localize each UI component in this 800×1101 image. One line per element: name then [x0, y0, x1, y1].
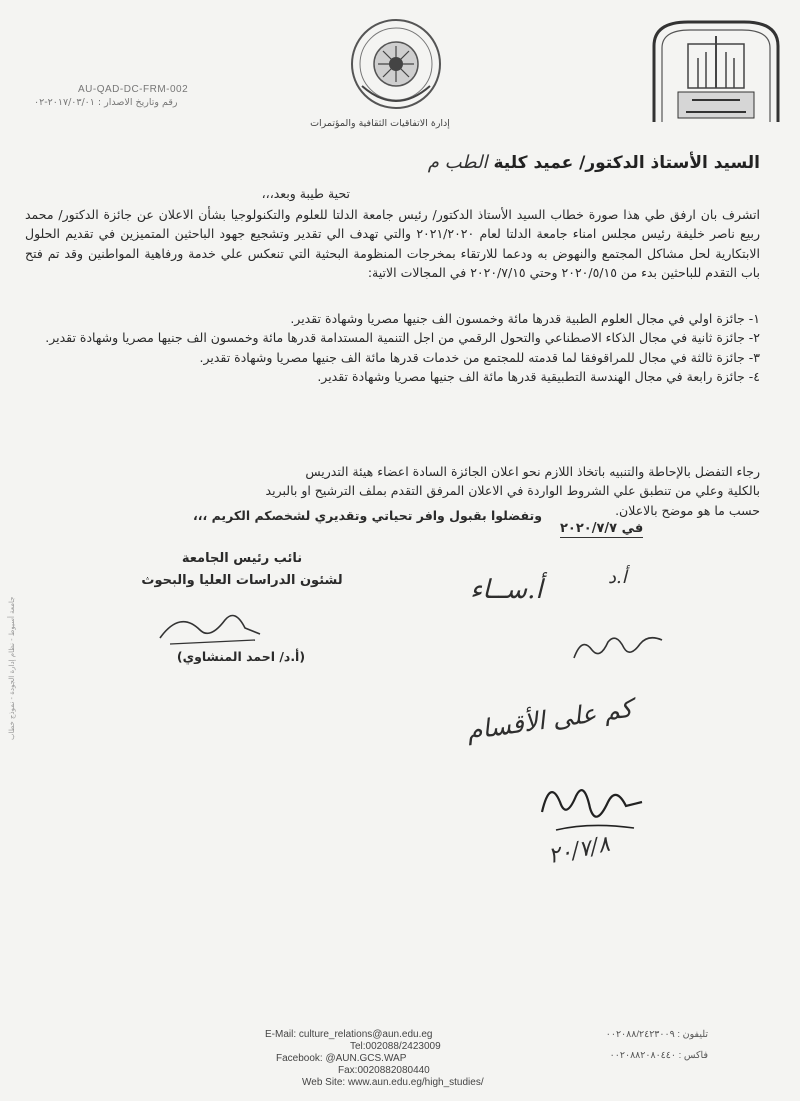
prize-item-3: ٣- جائزة ثالثة في مجال للمراقوفقا لما قدمته للمجتمع من خدمات قدرها مائة الف جنيها مصريا وشهادة تقدير. — [199, 349, 760, 365]
document-code: AU-QAD-DC-FRM-002 — [78, 84, 189, 95]
prize-item-4: ٤- جائزة رابعة في مجال الهندسة التطبيقية قدرها مائة الف جنيها مصريا وشهادة تقدير. — [317, 368, 760, 384]
footer-facebook: Facebook: @AUN.GCS.WAP — [276, 1053, 407, 1064]
margin-note — [8, 550, 20, 750]
prize-list — [20, 309, 760, 386]
letter-salutation — [428, 152, 760, 173]
letter-date: في ٢٠٢٠/٧/٧ — [560, 521, 644, 536]
margin-note-text: جامعة أسيوط - نظام إدارة الجودة - نموذج خطاب — [8, 596, 16, 740]
handwritten-directive: كم على الأقسام — [464, 693, 635, 746]
handwritten-note-title: أ.د — [608, 567, 627, 588]
request-line-3: حسب ما هو موضح بالاعلان. — [615, 502, 760, 518]
signatory-department: لشئون الدراسات العليا والبحوث — [141, 573, 343, 588]
salutation-text: السيد الأستاذ الدكتور/ عميد كلية — [493, 153, 760, 173]
handwritten-faculty: الطب م — [427, 152, 488, 173]
footer-tel-arabic: تليفون : ٠٠٢٠٨٨/٢٤٢٣٠٠٩ — [605, 1029, 708, 1040]
letter-body-paragraph: اتشرف بان ارفق طي هذا صورة خطاب السيد الأستاذ الدكتور/ رئيس جامعة الدلتا للعلوم والتكنولوجيا بشأن الاعلان عن جائزة الدكتور/ محمد ربيع ناصر خليفة رئيس مجلس امناء جامعة الدلتا لعام ٢٠٢١/٢٠٢٠ والتي تهدف الي تقدير وتشجيع جهود الباحثين المتميزين في تقديم الحلول الابتكارية لحل مشاكل المجتمع والنهوض به ودعما للارتقاء بمخرجات المنظومة البحثية التي تنعكس علي خدمة ورفاهية المواطنين وقد تم فتح باب التقدم للباحثين بدء من ٢٠٢٠/٥/١٥ وحتي ٢٠٢٠/٧/١٥ في المجالات الاتية: — [25, 207, 760, 280]
prize-item-1: ١- جائزة اولي في مجال العلوم الطبية قدرها مائة وخمسون الف جنيها مصريا وشهادة تقدير. — [290, 311, 760, 326]
handwritten-initials-scribble — [568, 628, 668, 664]
signature-scribble — [150, 600, 270, 650]
letter-greeting: تحية طيبة وبعد،،، — [261, 186, 350, 201]
footer-email: E-Mail: culture_relations@aun.edu.eg — [265, 1029, 433, 1040]
department-name: إدارة الاتفاقيات الثقافية والمؤتمرات — [310, 118, 450, 129]
footer-fax: Fax:0020882080440 — [338, 1065, 430, 1076]
issue-number-date: رقم وتاريخ الاصدار : ٢٠١٧/٠٣/٠١-٠٢ — [34, 97, 178, 108]
footer-website: Web Site: www.aun.edu.eg/high_studies/ — [302, 1077, 484, 1088]
signatory-title: نائب رئيس الجامعة — [181, 551, 303, 566]
request-line-2: بالكلية وعلي من تنطبق علي الشروط الواردة في الاعلان المرفق التقدم بملف الترشيح او بالبريد — [265, 483, 760, 499]
footer-tel: Tel:002088/2423009 — [350, 1041, 441, 1052]
request-line-1: رجاء التفضل بالإحاطة والتنبيه باتخاذ اللازم نحو اعلان الجائزة السادة اعضاء هيئة التدريس — [305, 464, 760, 479]
handwritten-note-name: أ.ســاء — [470, 575, 543, 605]
footer-fax-arabic: فاكس : ٠٠٢٠٨٨٢٠٨٠٤٤٠ — [609, 1050, 708, 1061]
assiut-university-logo — [648, 18, 784, 126]
dean-signature-scribble — [530, 772, 650, 842]
prize-item-2: ٢- جائزة ثانية في مجال الذكاء الاصطناعي والتحول الرقمي من اجل التنمية المستدامة قدرها مائة وخمسون الف جنيها مصريا وشهادة تقدير. — [45, 330, 760, 346]
signatory-name: (أ.د/ احمد المنشاوي) — [176, 649, 306, 664]
letter-closing: وتفضلوا بقبول وافر تحياتي وتقديري لشخصكم الكريم ،،، — [193, 508, 542, 523]
university-emblem-logo — [348, 16, 444, 116]
handwritten-date: ٢٠/٧/٨ — [546, 831, 613, 870]
